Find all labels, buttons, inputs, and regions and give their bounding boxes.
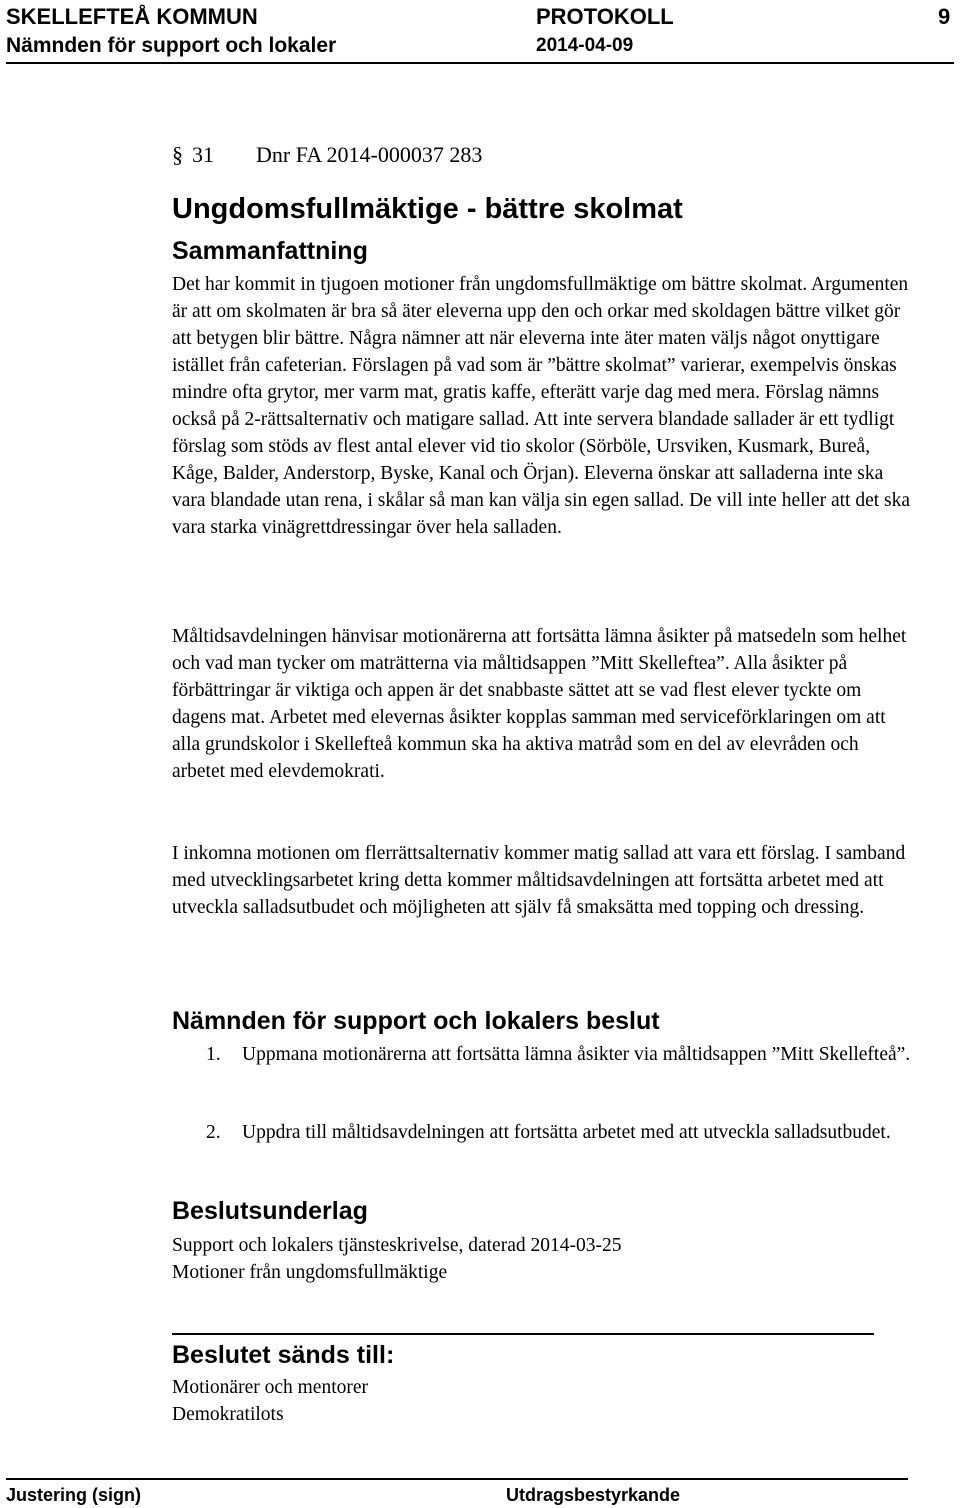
case-number: Dnr FA 2014-000037 283	[256, 142, 483, 167]
decision-item-1-text: Uppmana motionärerna att fortsätta lämna åsikter via måltidsappen ”Mitt Skellefteå”.	[242, 1044, 911, 1065]
summary-text-1: Det har kommit in tjugoen motioner från ungdomsfullmäktige om bättre skolmat. Argumenten är att om skolmaten är bra så äter eleverna upp den och orkar med skoldagen bättre vilket gör att betygen blir bättre. Några nämner att när eleverna inte äter maten väljs något onyttigare istället från cafeterian. Förslagen på vad som är ”bättre skolmat” varierar, exempelvis önskas mindre ofta grytor, mer varm mat, gratis kaffe, efterätt varje dag med mera. Förslag nämns också på 2-rättsalternativ och matigare sallad. Att inte servera blandade sallader är ett tydligt förslag som stöds av flest antal elever vid tio skolor (Sörböle, Ursviken, Kusmark, Bureå, Kåge, Balder, Anderstorp, Byske, Kanal och Örjan). Eleverna önskar att salladerna inte ska vara blandade utan rena, i skålar så man kan välja sin egen sallad. De vill inte heller att det ska vara starka vinägrettdressingar över hela salladen.	[172, 274, 911, 538]
decision-item-1-number: 1.	[206, 1044, 221, 1065]
footer-divider	[6, 1478, 908, 1480]
committee-name: Nämnden för support och lokaler	[6, 34, 337, 57]
header-divider	[6, 62, 954, 64]
sent-to-list	[172, 1374, 912, 1428]
decision-heading: Nämnden för support och lokalers beslut	[172, 1007, 660, 1035]
basis-heading: Beslutsunderlag	[172, 1197, 368, 1225]
recipient-1: Motionärer och mentorer	[172, 1377, 369, 1398]
summary-text-2: Måltidsavdelningen hänvisar motionärerna att fortsätta lämna åsikter på matsedeln som helhet och vad man tycker om maträtterna via måltidsappen ”Mitt Skelleftea”. Alla åsikter på förbättringar är viktiga och appen är det snabbaste sättet att se vad flest elever tyckte om dagens mat. Arbetet med elevernas åsikter kopplas samman med serviceförklaringen om att alla grundskolor i Skellefteå kommun ska ha aktiva matråd som en del av elevråden och arbetet med elevdemokrati.	[172, 626, 907, 782]
summary-text-3: I inkomna motionen om flerrättsalternativ kommer matig sallad att vara ett förslag. I samband med utvecklingsarbetet kring detta kommer måltidsavdelningen att fortsätta arbetet med att utveckla salladsutbudet och möjligheten att själv få smaksätta med topping och dressing.	[172, 843, 906, 918]
page-number: 9	[938, 4, 951, 29]
decision-item-2-text: Uppdra till måltidsavdelningen att fortsätta arbetet med att utveckla salladsutbudet.	[242, 1122, 891, 1143]
summary-paragraph-3	[172, 840, 912, 921]
document-type: PROTOKOLL	[536, 4, 674, 29]
summary-paragraph-2	[172, 623, 912, 785]
meeting-date: 2014-04-09	[536, 35, 634, 56]
paragraph-symbol: §	[172, 142, 183, 167]
section-number: 31	[192, 142, 214, 167]
page-title: Ungdomsfullmäktige - bättre skolmat	[172, 193, 683, 225]
sent-to-heading: Beslutet sänds till:	[172, 1341, 395, 1369]
basis-line-1: Support och lokalers tjänsteskrivelse, daterad 2014-03-25	[172, 1235, 622, 1256]
decision-item-2-number: 2.	[206, 1122, 221, 1143]
basis-list	[172, 1232, 912, 1286]
footer-utdrag: Utdragsbestyrkande	[506, 1485, 681, 1505]
summary-paragraph-1	[172, 271, 912, 541]
basis-line-2: Motioner från ungdomsfullmäktige	[172, 1262, 448, 1283]
recipient-2: Demokratilots	[172, 1404, 284, 1425]
signature-line	[172, 1333, 874, 1335]
footer-justering: Justering (sign)	[6, 1485, 142, 1505]
org-name: SKELLEFTEÅ KOMMUN	[6, 4, 258, 29]
summary-heading: Sammanfattning	[172, 237, 368, 265]
